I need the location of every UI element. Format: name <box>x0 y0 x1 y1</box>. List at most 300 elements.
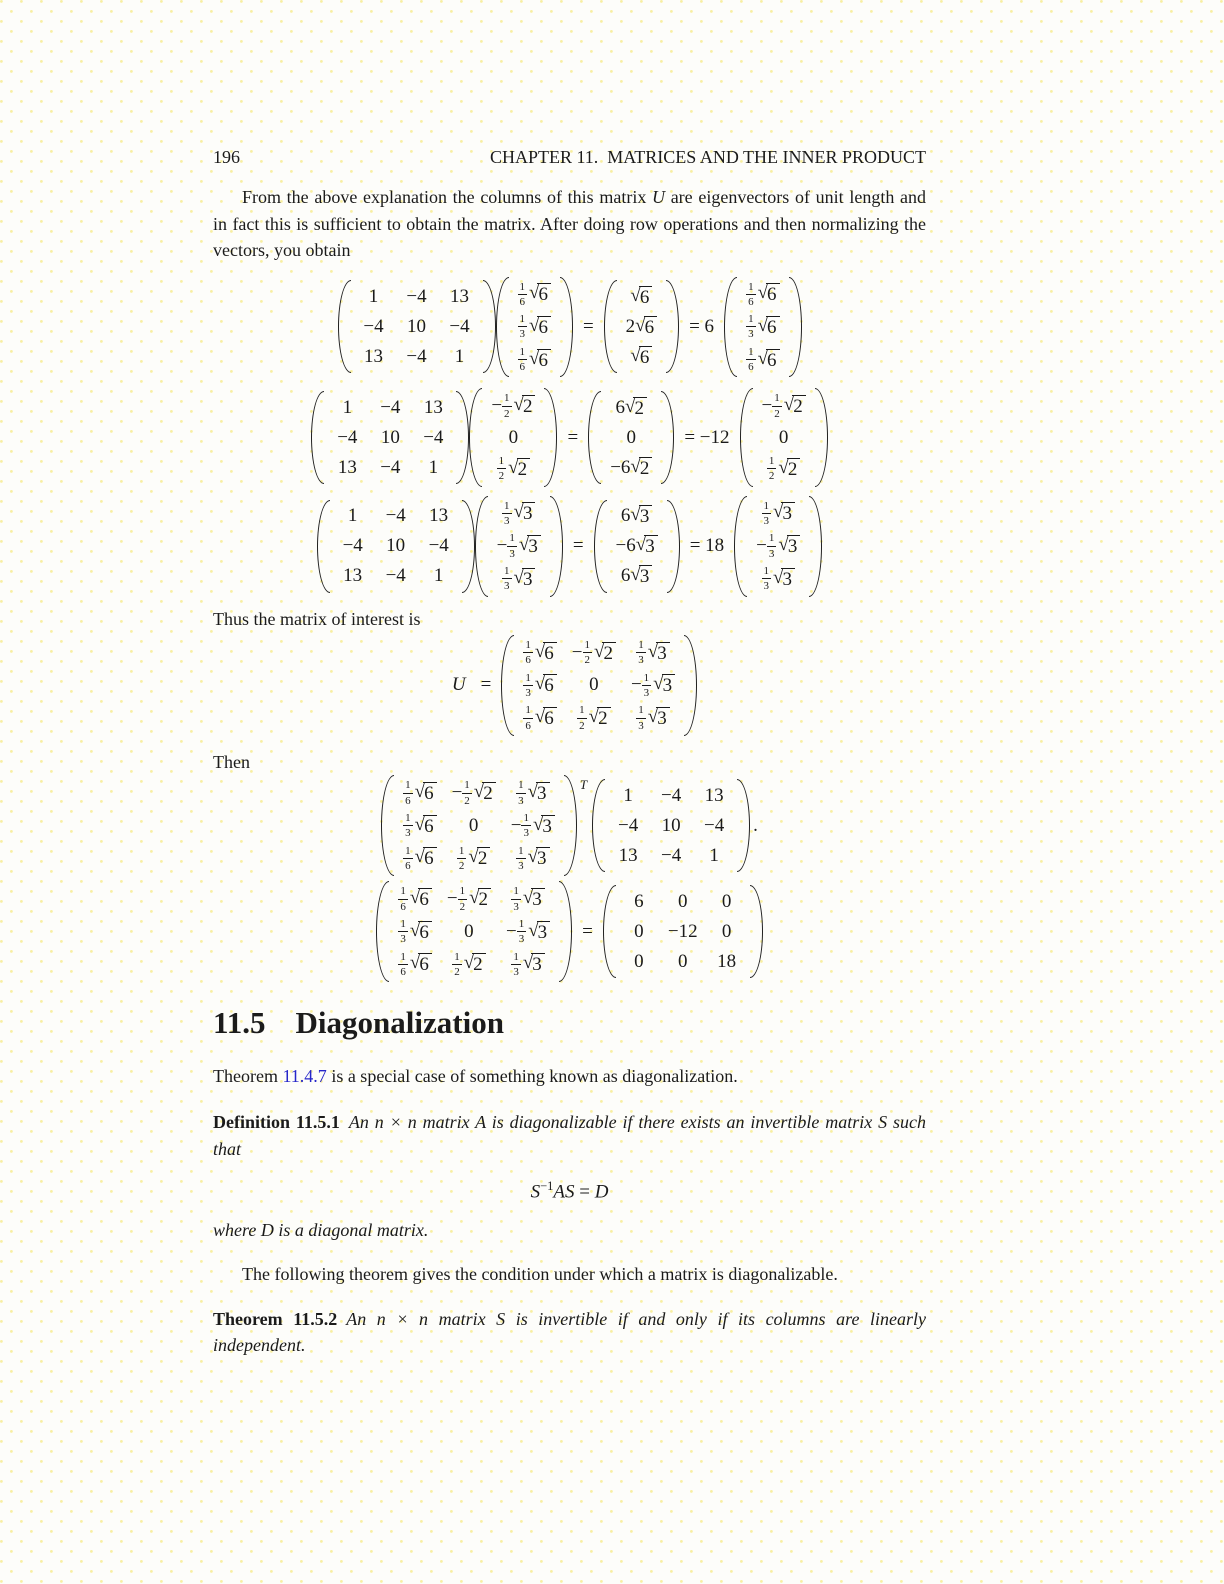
square-root: √ 2 <box>589 707 611 729</box>
matrix-cells <box>737 277 788 378</box>
matrix-right-paren <box>809 496 822 597</box>
matrix-left-paren <box>311 391 324 484</box>
square-root: √ 6 <box>630 346 652 368</box>
matrix <box>740 388 828 486</box>
square-root: √ 6 <box>630 286 652 308</box>
matrix-cell <box>518 313 551 341</box>
matrix <box>594 500 680 593</box>
matrix-cell: 1 <box>454 345 465 367</box>
square-root: √ 2 <box>464 953 486 975</box>
matrix-left-paren <box>734 496 747 597</box>
theorem-11-4-7-link[interactable]: 11.4.7 <box>282 1065 327 1086</box>
matrix-right-paren <box>750 885 763 978</box>
matrix <box>501 635 697 736</box>
matrix-cell <box>452 951 485 979</box>
equals-sign: = <box>574 1181 595 1203</box>
matrix-left-paren <box>469 388 482 486</box>
following-paragraph: The following theorem gives the condition under which a matrix is diagonalizable. <box>242 1264 838 1285</box>
matrix-cell: 18 <box>717 950 737 972</box>
intro-paragraph <box>213 184 926 264</box>
fraction: 1 3 <box>525 671 531 699</box>
matrix-cell: 0 <box>634 920 644 942</box>
fraction: 1 3 <box>400 917 406 946</box>
matrix-cell: 13 <box>618 844 638 866</box>
matrix-cell <box>518 281 551 309</box>
matrix-cell: 0 <box>677 950 688 972</box>
square-root: √ 6 <box>410 888 432 910</box>
matrix-cell: − 1 3 √ 3 <box>497 532 541 560</box>
matrix-cell <box>523 704 556 732</box>
square-root: √ 3 <box>773 568 795 590</box>
math-operator: = −12 <box>684 426 730 448</box>
radical-icon: √ <box>588 706 600 728</box>
matrix-cell: 6 <box>634 890 644 912</box>
matrix-cell: 13 <box>337 456 357 478</box>
matrix-left-paren <box>724 277 737 378</box>
fraction: 1 2 <box>458 844 465 872</box>
thus-text: Thus the matrix of interest is <box>213 608 421 629</box>
matrix-cell: −4 <box>449 315 470 337</box>
matrix-cell: 1 <box>347 505 358 527</box>
fraction: 1 6 <box>519 280 525 308</box>
radical-icon: √ <box>783 394 795 416</box>
radical-icon: √ <box>522 952 534 974</box>
inverse-exponent: −1 <box>540 1179 554 1194</box>
math-operator: = <box>480 674 492 696</box>
matrix-left-paren <box>376 881 389 982</box>
matrix-cell <box>403 845 436 873</box>
matrix <box>724 277 801 378</box>
matrix-cell: 13 <box>364 345 383 367</box>
fraction: 1 3 <box>643 671 650 699</box>
radical-icon: √ <box>630 504 641 526</box>
matrix-cell <box>767 455 800 483</box>
radical-icon: √ <box>625 395 636 417</box>
matrix-cell: − 1 2 √ 2 <box>572 639 616 667</box>
matrix-cell <box>577 704 610 732</box>
matrix-cell: −12 <box>667 920 698 942</box>
radical-icon: √ <box>529 314 540 336</box>
fraction: 1 2 <box>504 392 510 420</box>
fraction: 1 3 <box>504 564 510 593</box>
radical-icon: √ <box>508 456 519 478</box>
radical-icon: √ <box>518 534 530 556</box>
matrix-cell: 1 <box>623 784 633 806</box>
radical-icon: √ <box>463 952 475 974</box>
section-heading <box>213 1004 926 1043</box>
matrix-cell <box>516 779 549 807</box>
d-symbol: D <box>594 1181 609 1203</box>
matrix-cell: − 1 2 √ 2 <box>491 392 535 420</box>
page-content <box>213 0 926 1359</box>
radical-icon: √ <box>513 501 524 523</box>
matrix-left-paren <box>338 280 351 373</box>
matrix-cells <box>601 391 661 484</box>
fraction: 1 2 <box>498 455 505 483</box>
matrix-cell <box>746 313 779 341</box>
radical-icon: √ <box>532 813 544 835</box>
matrix-cell: 10 <box>386 535 406 557</box>
square-root: √ 6 <box>410 921 432 943</box>
matrix-cell <box>511 885 544 913</box>
radical-icon: √ <box>473 781 485 803</box>
square-root: √ 6 <box>529 349 551 371</box>
matrix-cell <box>523 639 556 667</box>
fraction: 1 6 <box>525 639 531 667</box>
radical-icon: √ <box>594 640 605 662</box>
fraction: 1 2 <box>459 885 466 913</box>
matrix <box>592 779 750 872</box>
square-root: √ 2 <box>594 642 616 664</box>
matrix-left-paren <box>496 277 509 378</box>
fraction: 1 3 <box>504 499 510 527</box>
eigen-equation-3 <box>213 496 926 597</box>
matrix-right-paren <box>667 500 680 593</box>
square-root: √ 6 <box>535 707 557 729</box>
matrix-cell: − 1 2 √ 2 <box>762 392 806 420</box>
matrix-right-paren <box>456 391 469 484</box>
matrix <box>317 500 475 593</box>
fraction: 1 6 <box>519 345 525 374</box>
radical-icon: √ <box>635 314 646 336</box>
math-operator: = <box>582 315 594 337</box>
matrix-cell: −4 <box>385 505 406 527</box>
matrix-cell <box>398 918 431 946</box>
fraction: 1 6 <box>405 844 411 872</box>
fraction: 1 2 <box>454 950 460 978</box>
fraction: 1 3 <box>763 499 770 527</box>
theorem-label: Theorem 11.5.2 <box>213 1308 338 1329</box>
fraction: 1 6 <box>525 704 531 732</box>
square-root: √ 6 <box>758 349 780 371</box>
matrix <box>604 280 679 373</box>
matrix-cells <box>753 388 815 486</box>
matrix <box>496 277 573 378</box>
transpose-superscript: T <box>579 777 588 793</box>
eigen-equation-1 <box>213 277 926 378</box>
square-root: √ 2 <box>508 458 530 480</box>
matrix-cell: 13 <box>429 505 449 527</box>
matrix-cell: − 1 2 √ 2 <box>452 779 496 807</box>
matrix-cell: −4 <box>423 426 444 448</box>
matrix-cells <box>509 277 560 378</box>
square-root: √ 6 <box>415 815 437 837</box>
square-root: √ 2 <box>630 457 652 479</box>
matrix-cell: −4 <box>342 535 363 557</box>
square-root: √ 3 <box>648 642 670 664</box>
matrix-cell <box>762 565 795 593</box>
square-root: √ 2 <box>474 782 496 804</box>
matrix-cell <box>518 346 551 374</box>
matrix-cell: − 1 2 √ 2 <box>447 885 491 913</box>
fraction: 1 3 <box>518 917 525 946</box>
matrix-cell: 2 √ 6 <box>626 314 657 339</box>
square-root: √ 6 <box>635 316 657 338</box>
radical-icon: √ <box>534 706 546 728</box>
matrix-right-paren <box>737 779 750 872</box>
matrix-cell <box>636 704 669 732</box>
eigen-equation-2 <box>213 388 926 486</box>
matrix <box>381 775 577 876</box>
matrix-u-symbol: U <box>652 187 666 207</box>
radical-icon: √ <box>647 706 659 728</box>
matrix-cell: −4 <box>704 814 725 836</box>
matrix-cell: −4 <box>380 456 401 478</box>
radical-icon: √ <box>778 456 789 478</box>
matrix-cell: 1 <box>368 285 379 307</box>
fraction: 1 3 <box>768 532 775 560</box>
square-root: √ 3 <box>653 674 675 696</box>
fraction: 1 3 <box>638 704 644 732</box>
matrix <box>311 391 469 484</box>
radical-icon: √ <box>757 282 768 304</box>
matrix-cell: 0 <box>468 814 479 836</box>
matrix-right-paren <box>483 280 496 373</box>
matrix-cell <box>516 845 549 873</box>
radical-icon: √ <box>635 534 647 556</box>
matrix <box>469 388 557 486</box>
theorem-body: An n × n matrix S is invertible if and only if its columns are linearly independent. <box>213 1308 926 1356</box>
square-root: √ 3 <box>528 847 550 869</box>
radical-icon: √ <box>469 887 480 909</box>
matrix-cell <box>398 885 431 913</box>
matrix-cells <box>488 496 550 597</box>
matrix-cells <box>330 500 462 593</box>
square-root: √ 6 <box>529 316 551 338</box>
fraction: 1 3 <box>763 564 770 593</box>
radical-icon: √ <box>534 640 546 662</box>
matrix-right-paren <box>564 775 577 876</box>
matrix <box>475 496 563 597</box>
matrix-right-paren <box>462 500 475 593</box>
fraction: 1 2 <box>584 639 590 667</box>
matrix-cell: 0 <box>634 950 644 972</box>
matrix-cells <box>394 775 564 876</box>
intro-text-2: are eigenvectors of unit length and in fact this is sufficient to obtain the matrix. After doing row operations and then normalizing the vectors, you obtain <box>213 187 926 260</box>
matrix-cells <box>482 388 544 486</box>
radical-icon: √ <box>414 781 426 803</box>
matrix-cell: 10 <box>661 814 681 836</box>
matrix-left-paren <box>501 635 514 736</box>
matrix-cell: 0 <box>508 426 519 448</box>
matrix-cell <box>403 812 436 840</box>
radical-icon: √ <box>630 344 641 366</box>
radical-icon: √ <box>757 314 768 336</box>
theorem-ref-text-2: is a special case of something known as diagonalization. <box>326 1065 738 1086</box>
matrix-cell <box>636 639 669 667</box>
math-operator: = <box>582 920 593 942</box>
theorem-ref-text-1: Theorem <box>213 1065 283 1086</box>
square-root: √ 3 <box>533 815 555 837</box>
matrix <box>376 881 572 982</box>
square-root: √ 2 <box>469 888 491 910</box>
matrix-cell: −4 <box>406 285 427 307</box>
matrix-cell: 0 <box>589 674 599 696</box>
definition-paragraph <box>213 1109 926 1162</box>
definition-equation <box>213 1173 926 1205</box>
square-root: √ 3 <box>648 707 670 729</box>
fraction: 1 2 <box>768 455 775 483</box>
square-root: √ 2 <box>784 395 806 417</box>
fraction: 1 6 <box>400 885 406 913</box>
matrix-cell: 13 <box>450 285 469 307</box>
square-root: √ 6 <box>415 782 437 804</box>
matrix-cell: − 1 3 √ 3 <box>756 532 800 560</box>
square-root: √ 6 <box>758 316 780 338</box>
matrix-left-paren <box>603 885 616 978</box>
matrix-cell <box>627 284 655 309</box>
matrix-cell: 1 <box>428 456 439 478</box>
matrix-cell: −6 √ 2 <box>610 455 652 480</box>
matrix-cell: 0 <box>778 426 789 448</box>
matrix-right-paren <box>560 277 573 378</box>
matrix-cell <box>511 951 544 979</box>
square-root: √ 3 <box>630 565 652 587</box>
matrix-cell <box>502 565 535 593</box>
square-root: √ 3 <box>778 535 800 557</box>
math-variable: U <box>451 674 466 696</box>
fraction: 1 3 <box>748 313 754 341</box>
square-root: √ 6 <box>415 847 437 869</box>
matrix-right-paren <box>550 496 563 597</box>
matrix-cells <box>607 500 667 593</box>
matrix <box>588 391 674 484</box>
matrix-cell <box>502 500 535 528</box>
radical-icon: √ <box>773 501 784 523</box>
matrix-cells <box>616 885 750 978</box>
radical-icon: √ <box>653 673 664 695</box>
section-title: Diagonalization <box>295 1005 504 1041</box>
square-root: √ 6 <box>535 642 557 664</box>
matrix-cell: −4 <box>661 844 682 866</box>
math-operator: . <box>753 814 758 836</box>
square-root: √ 3 <box>514 502 536 524</box>
radical-icon: √ <box>468 846 479 868</box>
math-operator: = 6 <box>689 315 715 337</box>
matrix-cell: 0 <box>721 920 732 942</box>
radical-icon: √ <box>409 952 421 974</box>
matrix-left-paren <box>381 775 394 876</box>
matrix-cells <box>389 881 559 982</box>
matrix-cell: −6 √ 3 <box>616 534 658 559</box>
matrix-cell: −4 <box>428 535 449 557</box>
matrix-cells <box>514 635 684 736</box>
square-root: √ 2 <box>514 395 536 417</box>
radical-icon: √ <box>529 282 540 304</box>
radical-icon: √ <box>414 813 426 835</box>
square-root: √ 2 <box>625 397 647 419</box>
radical-icon: √ <box>534 673 546 695</box>
fraction: 1 3 <box>509 532 515 560</box>
radical-icon: √ <box>513 566 524 588</box>
radical-icon: √ <box>414 846 426 868</box>
fraction: 1 2 <box>579 704 585 732</box>
matrix-cell: 0 <box>677 890 688 912</box>
radical-icon: √ <box>409 887 421 909</box>
radical-icon: √ <box>527 781 539 803</box>
square-root: √ 3 <box>523 888 545 910</box>
fraction: 1 3 <box>405 812 411 840</box>
math-operator: = <box>572 535 584 557</box>
radical-icon: √ <box>630 284 641 306</box>
radical-icon: √ <box>630 455 641 477</box>
chapter-header: CHAPTER 11. MATRICES AND THE INNER PRODUCT <box>489 147 926 167</box>
matrix-cell: −4 <box>618 814 639 836</box>
running-header <box>213 147 926 168</box>
square-root: √ 3 <box>528 921 550 943</box>
diagonal-result-equation <box>213 881 926 982</box>
radical-icon: √ <box>529 347 540 369</box>
matrix-u-equation <box>213 635 926 736</box>
matrix-right-paren <box>789 277 802 378</box>
matrix-cell: 0 <box>721 890 732 912</box>
where-clause: where D is a diagonal matrix. <box>213 1219 429 1240</box>
matrix-cells <box>617 280 666 373</box>
radical-icon: √ <box>757 347 768 369</box>
matrix-cell: 6 √ 3 <box>621 504 652 529</box>
matrix-cell: − 1 3 √ 3 <box>506 918 550 946</box>
matrix-left-paren <box>317 500 330 593</box>
matrix-left-paren <box>604 280 617 373</box>
matrix-right-paren <box>661 391 674 484</box>
matrix-cell <box>746 281 779 309</box>
definition-body: An n × n matrix A is diagonalizable if there exists an invertible matrix S such that <box>213 1112 926 1159</box>
square-root: √ 3 <box>528 782 550 804</box>
fraction: 1 3 <box>638 639 644 667</box>
radical-icon: √ <box>647 640 659 662</box>
matrix-cell: −4 <box>337 426 358 448</box>
definition-label: Definition 11.5.1 <box>213 1112 340 1133</box>
matrix-cell: 13 <box>423 396 443 418</box>
matrix-left-paren <box>740 388 753 486</box>
matrix <box>338 280 496 373</box>
matrix-cells <box>351 280 483 373</box>
matrix-cell <box>627 344 655 369</box>
s-symbol: S <box>530 1181 541 1203</box>
matrix-right-paren <box>815 388 828 486</box>
matrix-cell: −4 <box>661 784 682 806</box>
fraction: 1 3 <box>519 313 525 341</box>
matrix-cells <box>747 496 809 597</box>
square-root: √ 3 <box>519 535 541 557</box>
fraction: 1 2 <box>774 392 780 420</box>
square-root: √ 3 <box>636 535 658 557</box>
fraction: 1 6 <box>748 345 754 374</box>
matrix <box>734 496 822 597</box>
square-root: √ 6 <box>535 674 557 696</box>
radical-icon: √ <box>630 564 641 586</box>
fraction: 1 3 <box>518 779 524 807</box>
fraction: 1 6 <box>748 280 754 308</box>
matrix-cell <box>762 500 795 528</box>
theorem-ref-paragraph <box>213 1063 926 1090</box>
matrix-left-paren <box>475 496 488 597</box>
matrix-left-paren <box>592 779 605 872</box>
matrix-cell: 13 <box>343 565 363 587</box>
matrix-cell: 6 √ 3 <box>621 564 652 589</box>
matrix-cell: 0 <box>626 426 637 448</box>
transpose-product-equation <box>213 775 926 876</box>
radical-icon: √ <box>528 919 539 941</box>
page-number: 196 <box>213 147 240 167</box>
matrix-cell: 1 <box>433 565 444 587</box>
matrix-right-paren <box>544 388 557 486</box>
radical-icon: √ <box>527 846 539 868</box>
matrix-cell: −4 <box>363 315 384 337</box>
square-root: √ 6 <box>758 283 780 305</box>
matrix-cell: 1 <box>709 844 719 866</box>
square-root: √ 6 <box>529 283 551 305</box>
